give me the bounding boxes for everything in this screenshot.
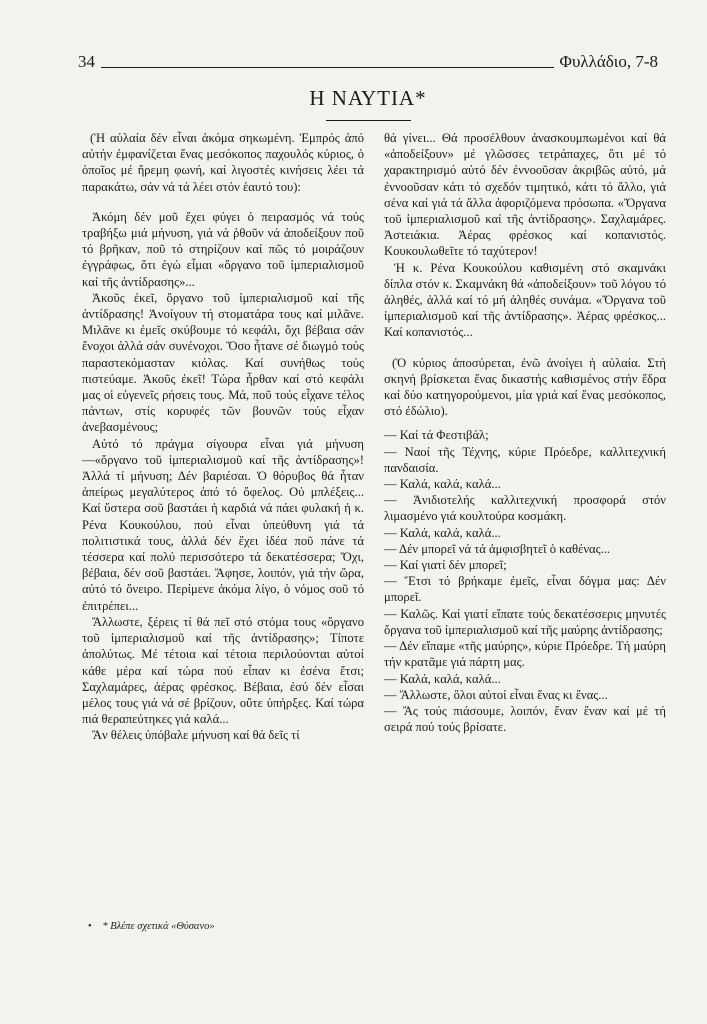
paragraph: Αὐτό τό πράγμα σίγουρα εἶναι γιά μήνυση —«ὄργανο τοῦ ἰμπεριαλισμοῦ καί τῆς ἀντίδρασης»! Ἀλλά τί μήνυση; Δέν βαριέσαι. Ὁ θόρυβος θά ἦταν ἀπείρως μεγαλύτερος ἀπό τό ὄφελος. Οὐ μπλέξεις... Καί ὕστερα σοῦ βαστάει ἡ καρδιά νά πάει φυλακή ἡ κ. Ρένα Κουκούλου, πού εἶναι ὑπεύθυνη γιά τά πολιτιστικά τους, ἀλλά δέν ἔχει ἰδέα ποῦ πάνε τά τέσσερα καί πολύ περισσότερο τά δεκατέσσερα; Ὄχι, βέβαια, δέν σοῦ βαστάει. Ἄφησε, λοιπόν, γιά τήν ὥρα, αὐτό τό ὄνειρο. Περίμενε ἀκόμα λίγο, ὁ νόμος σοῦ τό ἐπιτρέπει... (82, 436, 364, 613)
paragraph: Ἄλλωστε, ξέρεις τί θά πεῖ στό στόμα τους «ὄργανο τοῦ ἰμπεριαλισμοῦ καί τῆς ἀντίδρασης»; Τίποτε ἀπολύτως. Μέ τέτοια καί τέτοια περιλούονται αὐτοί κάθε μέρα καί τώρα πού εἶπαν κι ἐσένα ἔτσι; Σαχλαμάρες, ἀέρας φρέσκος. Βέβαια, ἐσύ δέν εἶσαι μέλος τους γιά νά σέ βρίζουν, οὔτε ὑπήρξες. Καί τώρα πιά θεραπεύτηκες γιά καλά... (82, 614, 364, 727)
footnote-text: * Βλέπε σχετικά «Θύσανο» (102, 921, 215, 932)
dialogue-line: — Δέν εἴπαμε «τῆς μαύρης», κύριε Πρόεδρε. Τή μαύρη τήν κρατᾶμε γιά πάρτη μας. (384, 639, 666, 670)
footnote-bullet: • (88, 921, 92, 932)
right-column (384, 130, 666, 735)
header-rule (101, 67, 554, 68)
dialogue-line: — Καλά, καλά, καλά... (384, 525, 501, 540)
page-number: 34 (78, 52, 95, 71)
running-header (78, 50, 658, 72)
dialogue-line: — Ἄς τούς πιάσουμε, λοιπόν, ἕναν ἕναν καί μέ τή σειρά πού τούς βρίσατε. (384, 703, 666, 735)
paragraph: Ἡ κ. Ρένα Κουκούλου καθισμένη στό σκαμνάκι δίπλα στόν κ. Σκαμνάκη θά «ἀποδείξουν» τοῦ λόγου τό ἀληθές, ἀλλά καί τό μή ἀληθές συνάμα. «Ὄργανα τοῦ ἰμπεριαλισμοῦ καί τῆς ἀντίδρασης». Ἀέρας φρέσκος... Καί κοπανιστός... (384, 260, 666, 340)
dialogue-line: — Δέν μπορεῖ νά τά ἀμφισβητεῖ ὁ καθένας... (384, 541, 611, 556)
dialogue-line: — Ἔτσι τό βρήκαμε ἐμεῖς, εἶναι δόγμα μας: Δέν μπορεῖ. (384, 574, 666, 605)
paragraph: Ἀκοῦς ἐκεῖ, ὄργανο τοῦ ἰμπεριαλισμοῦ καί τῆς ἀντίδρασης! Ἀνοίγουν τή στοματάρα τους καί μιλᾶνε. Μιλᾶνε κι ἐμεῖς σκύβουμε τό κεφάλι, ὄχι βέβαια σάν ἔνοχοι ἀλλά σάν συνένοχοι. Ὅσο ἦτανε σέ διωγμό τούς παραστεκόμασταν κιόλας. Καί συνήθως τούς πιστεύαμε. Ἀκοῦς ἐκεῖ! Τώρα ἦρθαν καί στό κεφάλι μας οἱ εὐγενεῖς ρήσεις τους. Μά, ποῦ τούς εἶχανε τέλος πάντων, στίς κορυφές τῶν βουνῶν τούς εἶχαν ἀνεβασμένους; (82, 290, 364, 435)
dialogue-line: — Ναοί τῆς Τέχνης, κύριε Πρόεδρε, καλλιτεχνική πανδαισία. (384, 444, 666, 475)
paragraph: θά γίνει... Θά προσέλθουν ἀνασκουμπωμένοι καί θά «ἀποδείξουν» μέ γλῶσσες τετράπαχες, ὅτι μέ τό χαρακτηρισμό αὐτό δέν ἐννοοῦσαν ἀκριβῶς αὐτό, μά ἐννοοῦσαν κάτι τό σχεδόν τιμητικό, κάτι τό ἄλλο, γιά σένα καί γιά τά ἄλλα ἀφοριζόμενα πρόσωπα. «Ὄργανα τοῦ ἰμπεριαλισμοῦ καί τῆς ἀντίδρασης». Σαχλαμάρες. Ἀστειάκια. Ἀέρας φρέσκος καί κοπανιστός. Κουκουλωθεῖτε τό ταχύτερον! (384, 131, 666, 259)
dialogue-line: — Καί τά Φεστιβάλ; (384, 428, 489, 443)
footnote (88, 921, 215, 932)
left-column (82, 130, 364, 744)
paragraph: Ἄν θέλεις ὑπόβαλε μήνυση καί θά δεῖς τί (92, 728, 300, 743)
stage-direction: (Ἡ αὐλαία δέν εἶναι ἀκόμα σηκωμένη. Ἐμπρός ἀπό αὐτήν ἐμφανίζεται ἕνας μεσόκοπος παχουλός κύριος, ὁ ὁποῖος μέ ἤρεμη φωνή, καί λιγοστές κινήσεις λέει τά παρακάτω, σάν νά τά λέει στόν ἑαυτό του): (82, 131, 364, 194)
dialogue-line: — Καλῶς. Καί γιατί εἴπατε τούς δεκατέσσερις μηνυτές ὄργανα τοῦ ἰμπεριαλισμοῦ καί τῆς μαύρης ἀντίδρασης; (384, 606, 666, 637)
title-underline (326, 120, 411, 121)
paragraph: Ἀκόμη δέν μοῦ ἔχει φύγει ὁ πειρασμός νά τούς τραβήξω μιά μήνυση, γιά νά ῥθοῦν νά ἀποδείξουν ποῦ τό βρῆκαν, ποῦ τό στηρίζουν καί πῶς τό μοιράζουν ἐγγράφως, ὅτι ἐγώ εἶμαι «ὄργανο τοῦ ἰμπεριαλισμοῦ καί τῆς ἀντίδρασης»... (82, 209, 364, 289)
dialogue-line: — Καλά, καλά, καλά... (384, 671, 501, 686)
dialogue-line: — Καί γιατί δέν μπορεῖ; (384, 558, 507, 573)
publication-name: Φυλλάδιο, 7-8 (559, 52, 658, 71)
dialogue-line: — Καλά, καλά, καλά... (384, 477, 501, 492)
dialogue-line: — Ἄλλωστε, ὅλοι αὐτοί εἶναι ἕνας κι ἕνας... (384, 687, 608, 702)
dialogue-line: — Ἀνιδιοτελής καλλιτεχνική προσφορά στόν λιμασμένο γιά κουλτούρα κοσμάκη. (384, 493, 666, 524)
article-title: Η ΝΑΥΤΙΑ* (309, 86, 427, 110)
stage-direction: (Ὁ κύριος ἀποσύρεται, ἐνῶ ἀνοίγει ἡ αὐλαία. Στή σκηνή βρίσκεται ἕνας δικαστής καθισμένος στήν ἕδρα καί δύο κατηγορούμενοι, μία γριά καί ἕνας μεσόκοπος, στό ἐδώλιο). (384, 355, 666, 419)
